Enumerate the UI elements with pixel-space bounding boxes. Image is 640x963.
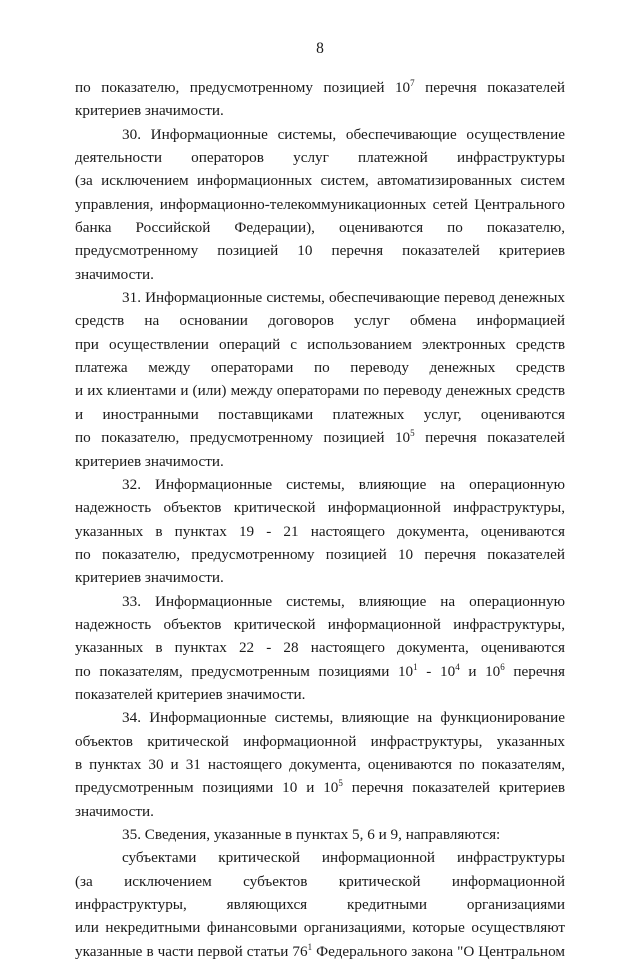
text-segment: перечня xyxy=(504,662,565,680)
text-segment: надежность объектов критической информационной инфраструктуры, xyxy=(75,615,565,633)
text-line xyxy=(75,800,565,823)
text-segment: средств на основании договоров услуг обмена информацией xyxy=(75,312,565,330)
text-line xyxy=(75,450,565,473)
superscript: 5 xyxy=(338,778,343,789)
text-line xyxy=(75,146,565,169)
text-line xyxy=(75,216,565,239)
text-segment: 30. Информационные системы, обеспечивающие осуществление xyxy=(122,125,565,143)
text-segment: субъектами критической информационной инфраструктуры xyxy=(122,849,565,867)
text-segment: по показателю, предусмотренному позицией 10 xyxy=(75,79,411,96)
text-segment: и их клиентами и (или) между операторами по переводу денежных средств xyxy=(75,382,565,400)
text-line xyxy=(75,590,565,613)
text-line xyxy=(75,660,565,683)
text-line xyxy=(75,356,565,379)
text-segment: указанных в пунктах 22 - 28 настоящего документа, оцениваются xyxy=(75,639,565,657)
superscript: 1 xyxy=(413,661,418,672)
text-segment: управления, информационно-телекоммуникационных сетей Центрального xyxy=(75,195,565,213)
page-number: 8 xyxy=(316,40,324,57)
text-line xyxy=(75,239,565,262)
text-line xyxy=(75,753,565,776)
text-segment: в пунктах 30 и 31 настоящего документа, оцениваются по показателям, xyxy=(75,755,565,773)
text-line xyxy=(75,193,565,216)
text-line xyxy=(75,333,565,356)
text-line xyxy=(75,473,565,496)
text-segment: банка Российской Федерации), оцениваются по показателю, xyxy=(75,219,565,237)
text-segment: 33. Информационные системы, влияющие на операционную xyxy=(122,592,565,610)
text-segment: инфраструктуры, являющихся кредитными организациями xyxy=(75,896,565,914)
text-line xyxy=(75,286,565,309)
text-segment: Федерального закона "О Центральном xyxy=(312,942,565,960)
text-segment: предусмотренному позицией 10 перечня показателей критериев xyxy=(75,242,565,260)
text-line xyxy=(75,496,565,519)
text-segment: при осуществлении операций с использованием электронных средств xyxy=(75,335,565,353)
text-segment: критериев значимости. xyxy=(75,569,224,587)
text-segment: по показателю, предусмотренному позицией 10 xyxy=(75,429,411,447)
text-segment: (за исключением информационных систем, автоматизированных систем xyxy=(75,172,565,190)
text-segment: объектов критической информационной инфраструктуры, указанных xyxy=(75,732,565,750)
superscript: 1 xyxy=(307,941,313,952)
text-line xyxy=(75,403,565,426)
text-segment: 31. Информационные системы, обеспечивающие перевод денежных xyxy=(122,289,565,307)
text-segment: значимости. xyxy=(75,802,154,820)
text-line xyxy=(75,636,565,659)
text-segment: по показателям, предусмотренным позициями 10 xyxy=(75,662,414,680)
text-segment: перечня показателей критериев xyxy=(342,779,565,797)
text-line xyxy=(75,309,565,332)
text-line xyxy=(75,683,565,706)
text-line xyxy=(75,263,565,286)
text-line xyxy=(75,940,565,963)
text-segment: перечня показателей xyxy=(414,79,565,96)
superscript: 6 xyxy=(500,661,505,672)
text-segment: значимости. xyxy=(75,265,154,283)
text-line xyxy=(75,823,565,846)
text-line xyxy=(75,426,565,449)
superscript: 7 xyxy=(410,78,415,88)
text-segment: 35. Сведения, указанные в пунктах 5, 6 и 9, направляются: xyxy=(122,826,501,843)
text-segment: указанных в пунктах 19 - 21 настоящего документа, оцениваются xyxy=(75,522,565,540)
text-line xyxy=(75,520,565,543)
text-segment: по показателю, предусмотренному позицией 10 перечня показателей xyxy=(75,545,565,563)
text-line xyxy=(75,99,565,122)
superscript: 4 xyxy=(455,661,460,672)
text-segment: указанные в части первой статьи 76 xyxy=(75,942,308,960)
text-line xyxy=(75,543,565,566)
superscript: 5 xyxy=(410,428,415,439)
text-line xyxy=(75,123,565,146)
text-segment: и иностранными поставщиками платежных услуг, оцениваются xyxy=(75,405,565,423)
text-segment: 34. Информационные системы, влияющие на функционирование xyxy=(122,709,565,727)
text-segment: критериев значимости. xyxy=(75,102,224,120)
text-segment: предусмотренным позициями 10 и 10 xyxy=(75,779,339,797)
text-line xyxy=(75,76,565,99)
text-segment: перечня показателей xyxy=(414,429,565,447)
text-line xyxy=(75,846,565,869)
text-line xyxy=(75,613,565,636)
text-segment: - 10 xyxy=(417,662,456,680)
text-line xyxy=(75,776,565,799)
document-body xyxy=(75,76,565,963)
text-line xyxy=(75,169,565,192)
text-segment: и 10 xyxy=(459,662,501,680)
text-line xyxy=(75,379,565,402)
text-line xyxy=(75,566,565,589)
text-line xyxy=(75,916,565,939)
text-segment: деятельности операторов услуг платежной инфраструктуры xyxy=(75,149,565,167)
text-segment: 32. Информационные системы, влияющие на операционную xyxy=(122,475,565,493)
text-line xyxy=(75,730,565,753)
text-segment: платежа между операторами по переводу денежных средств xyxy=(75,359,565,377)
text-line xyxy=(75,870,565,893)
text-line xyxy=(75,706,565,729)
text-segment: или некредитными финансовыми организациями, которые осуществляют xyxy=(75,919,565,937)
text-segment: показателей критериев значимости. xyxy=(75,685,306,703)
text-segment: (за исключением субъектов критической информационной xyxy=(75,872,565,890)
text-segment: критериев значимости. xyxy=(75,452,224,470)
text-segment: надежность объектов критической информационной инфраструктуры, xyxy=(75,499,565,517)
